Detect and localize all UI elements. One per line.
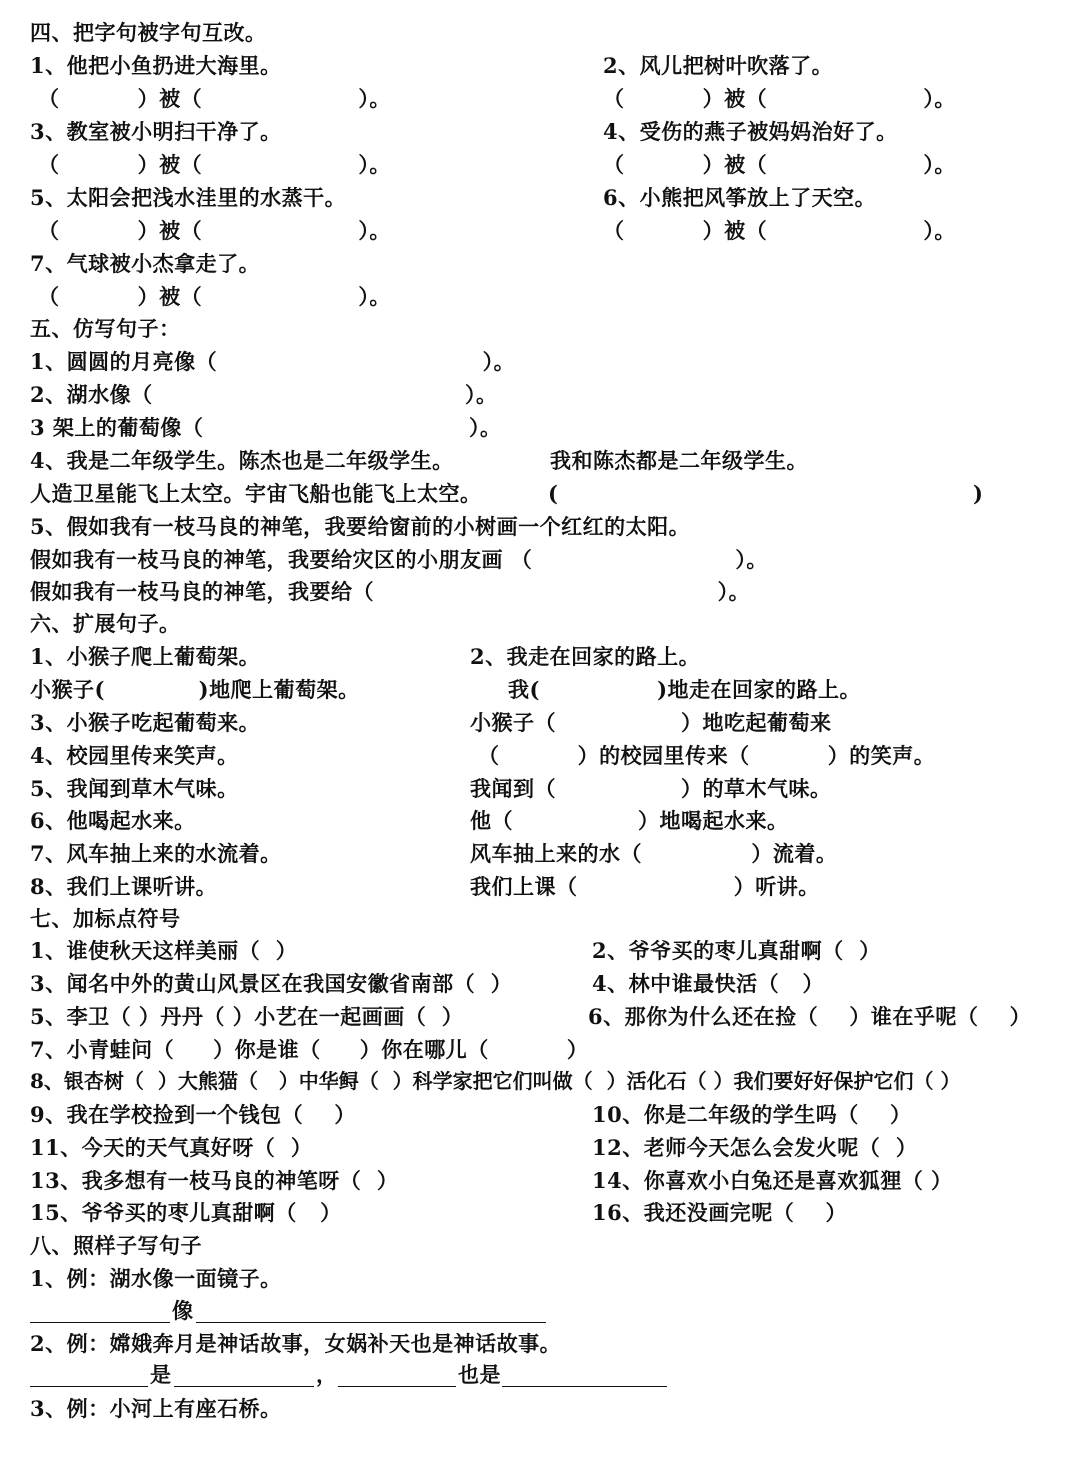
section-8-title: 八、照样子写句子: [30, 1233, 202, 1258]
sec8-q2-word-1: 是: [150, 1362, 172, 1387]
sec8-q2-blank-4[interactable]: [502, 1386, 667, 1387]
sec7-question-8[interactable]: 8、银杏树（ ）大熊猫（ ）中华鲟（ ）科学家把它们叫做（ ）活化石（ ）我们要好好保护它们（ ）: [30, 1069, 961, 1093]
sec6-question-1: 1、小猴子爬上葡萄架。: [30, 644, 261, 669]
sec5-question-4: 4、我是二年级学生。陈杰也是二年级学生。: [30, 448, 454, 473]
sec6-question-6: 6、他喝起水来。: [30, 808, 196, 833]
sec7-question-3[interactable]: 3、闻名中外的黄山风景区在我国安徽省南部（ ）: [30, 971, 513, 996]
sec8-question-2: 2、例：嫦娥奔月是神话故事，女娲补天也是神话故事。: [30, 1331, 562, 1356]
sec4-answer-5[interactable]: （ ）被（ ）。: [38, 218, 391, 243]
sec4-question-4: 4、受伤的燕子被妈妈治好了。: [603, 119, 898, 144]
sec6-answer-4[interactable]: （ ）的校园里传来（ ）的笑声。: [478, 743, 936, 768]
sec7-question-11[interactable]: 11、今天的天气真好呀（ ）: [30, 1135, 313, 1160]
sec6-question-7: 7、风车抽上来的水流着。: [30, 841, 282, 866]
sec6-answer-2[interactable]: 我( )地走在回家的路上。: [508, 677, 862, 702]
sec7-question-10[interactable]: 10、你是二年级的学生吗（ ）: [592, 1102, 912, 1127]
sec7-question-12[interactable]: 12、老师今天怎么会发火呢（ ）: [592, 1135, 918, 1160]
sec7-question-4[interactable]: 4、林中谁最快活（ ）: [592, 971, 825, 996]
sec4-answer-4[interactable]: （ ）被（ ）。: [603, 152, 956, 177]
sec5-question-5-line-2[interactable]: 假如我有一枝马良的神笔，我要给灾区的小朋友画 （ ）。: [30, 547, 768, 572]
sec5-question-4-open-paren[interactable]: (: [548, 481, 559, 506]
sec4-question-5: 5、太阳会把浅水洼里的水蒸干。: [30, 185, 347, 210]
sec8-q1-blank-1[interactable]: [30, 1322, 170, 1323]
sec4-question-6: 6、小熊把风筝放上了天空。: [603, 185, 877, 210]
sec7-question-9[interactable]: 9、我在学校捡到一个钱包（ ）: [30, 1102, 356, 1127]
sec6-question-5: 5、我闻到草木气味。: [30, 776, 239, 801]
sec7-question-16[interactable]: 16、我还没画完呢（ ）: [592, 1200, 847, 1225]
sec5-question-2[interactable]: 2、湖水像（ ）。: [30, 382, 498, 407]
sec4-answer-7[interactable]: （ ）被（ ）。: [38, 284, 391, 309]
sec5-question-5-line-3[interactable]: 假如我有一枝马良的神笔，我要给（ ）。: [30, 579, 751, 604]
sec4-question-7: 7、气球被小杰拿走了。: [30, 251, 261, 276]
sec4-question-2: 2、风儿把树叶吹落了。: [603, 53, 834, 78]
sec6-answer-8[interactable]: 我们上课（ ）听讲。: [470, 874, 820, 899]
sec6-question-2: 2、我走在回家的路上。: [470, 644, 701, 669]
sec6-answer-3[interactable]: 小猴子（ ）地吃起葡萄来: [470, 710, 832, 735]
sec8-question-1: 1、例：湖水像一面镜子。: [30, 1266, 282, 1291]
sec7-question-6[interactable]: 6、那你为什么还在捡（ ）谁在乎呢（ ）: [588, 1004, 1032, 1029]
section-6-title: 六、扩展句子。: [30, 611, 181, 636]
sec4-question-1: 1、他把小鱼扔进大海里。: [30, 53, 282, 78]
sec7-question-15[interactable]: 15、爷爷买的枣儿真甜啊（ ）: [30, 1200, 342, 1225]
sec8-q2-blank-2[interactable]: [174, 1386, 314, 1387]
sec6-question-3: 3、小猴子吃起葡萄来。: [30, 710, 261, 735]
sec4-answer-6[interactable]: （ ）被（ ）。: [603, 218, 956, 243]
sec6-question-4: 4、校园里传来笑声。: [30, 743, 239, 768]
section-5-title: 五、仿写句子：: [30, 316, 181, 341]
sec6-answer-6[interactable]: 他（ ）地喝起水来。: [470, 808, 789, 833]
sec8-q2-blank-3[interactable]: [338, 1386, 456, 1387]
sec7-question-1[interactable]: 1、谁使秋天这样美丽（ ）: [30, 938, 298, 963]
sec7-question-7[interactable]: 7、小青蛙问（ ）你是谁（ ）你在哪儿（ ）: [30, 1037, 589, 1062]
sec5-question-5: 5、假如我有一枝马良的神笔，我要给窗前的小树画一个红红的太阳。: [30, 514, 691, 539]
sec5-question-3[interactable]: 3 架上的葡萄像（ ）。: [30, 415, 502, 440]
sec7-question-13[interactable]: 13、我多想有一枝马良的神笔呀（ ）: [30, 1168, 399, 1193]
sec6-answer-7[interactable]: 风车抽上来的水（ ）流着。: [470, 841, 838, 866]
sec4-question-3: 3、教室被小明扫干净了。: [30, 119, 282, 144]
sec4-answer-1[interactable]: （ ）被（ ）。: [38, 86, 391, 111]
sec5-question-4-prompt: 人造卫星能飞上太空。宇宙飞船也能飞上太空。: [30, 481, 482, 506]
sec6-question-8: 8、我们上课听讲。: [30, 874, 218, 899]
sec8-q1-blank-2[interactable]: [196, 1322, 546, 1323]
sec5-question-4-close-paren: ): [973, 481, 984, 506]
sec6-answer-1[interactable]: 小猴子( )地爬上葡萄架。: [30, 677, 360, 702]
sec8-q1-word: 像: [172, 1298, 194, 1323]
sec7-question-14[interactable]: 14、你喜欢小白兔还是喜欢狐狸（ ）: [592, 1168, 953, 1193]
section-4-title: 四、把字句被字句互改。: [30, 20, 267, 45]
sec6-answer-5[interactable]: 我闻到（ ）的草木气味。: [470, 776, 832, 801]
sec4-answer-3[interactable]: （ ）被（ ）。: [38, 152, 391, 177]
sec8-q2-comma: ，: [316, 1362, 338, 1387]
sec8-q2-word-2: 也是: [458, 1362, 501, 1387]
sec5-question-1[interactable]: 1、圆圆的月亮像（ ）。: [30, 349, 516, 374]
sec7-question-5[interactable]: 5、李卫（ ）丹丹（ ）小艺在一起画画（ ）: [30, 1004, 464, 1029]
sec7-question-2[interactable]: 2、爷爷买的枣儿真甜啊（ ）: [592, 938, 881, 963]
sec4-answer-2[interactable]: （ ）被（ ）。: [603, 86, 956, 111]
section-7-title: 七、加标点符号: [30, 906, 181, 931]
sec8-q2-blank-1[interactable]: [30, 1386, 148, 1387]
sec8-question-3: 3、例：小河上有座石桥。: [30, 1396, 282, 1421]
sec5-question-4-example: 我和陈杰都是二年级学生。: [550, 448, 808, 473]
